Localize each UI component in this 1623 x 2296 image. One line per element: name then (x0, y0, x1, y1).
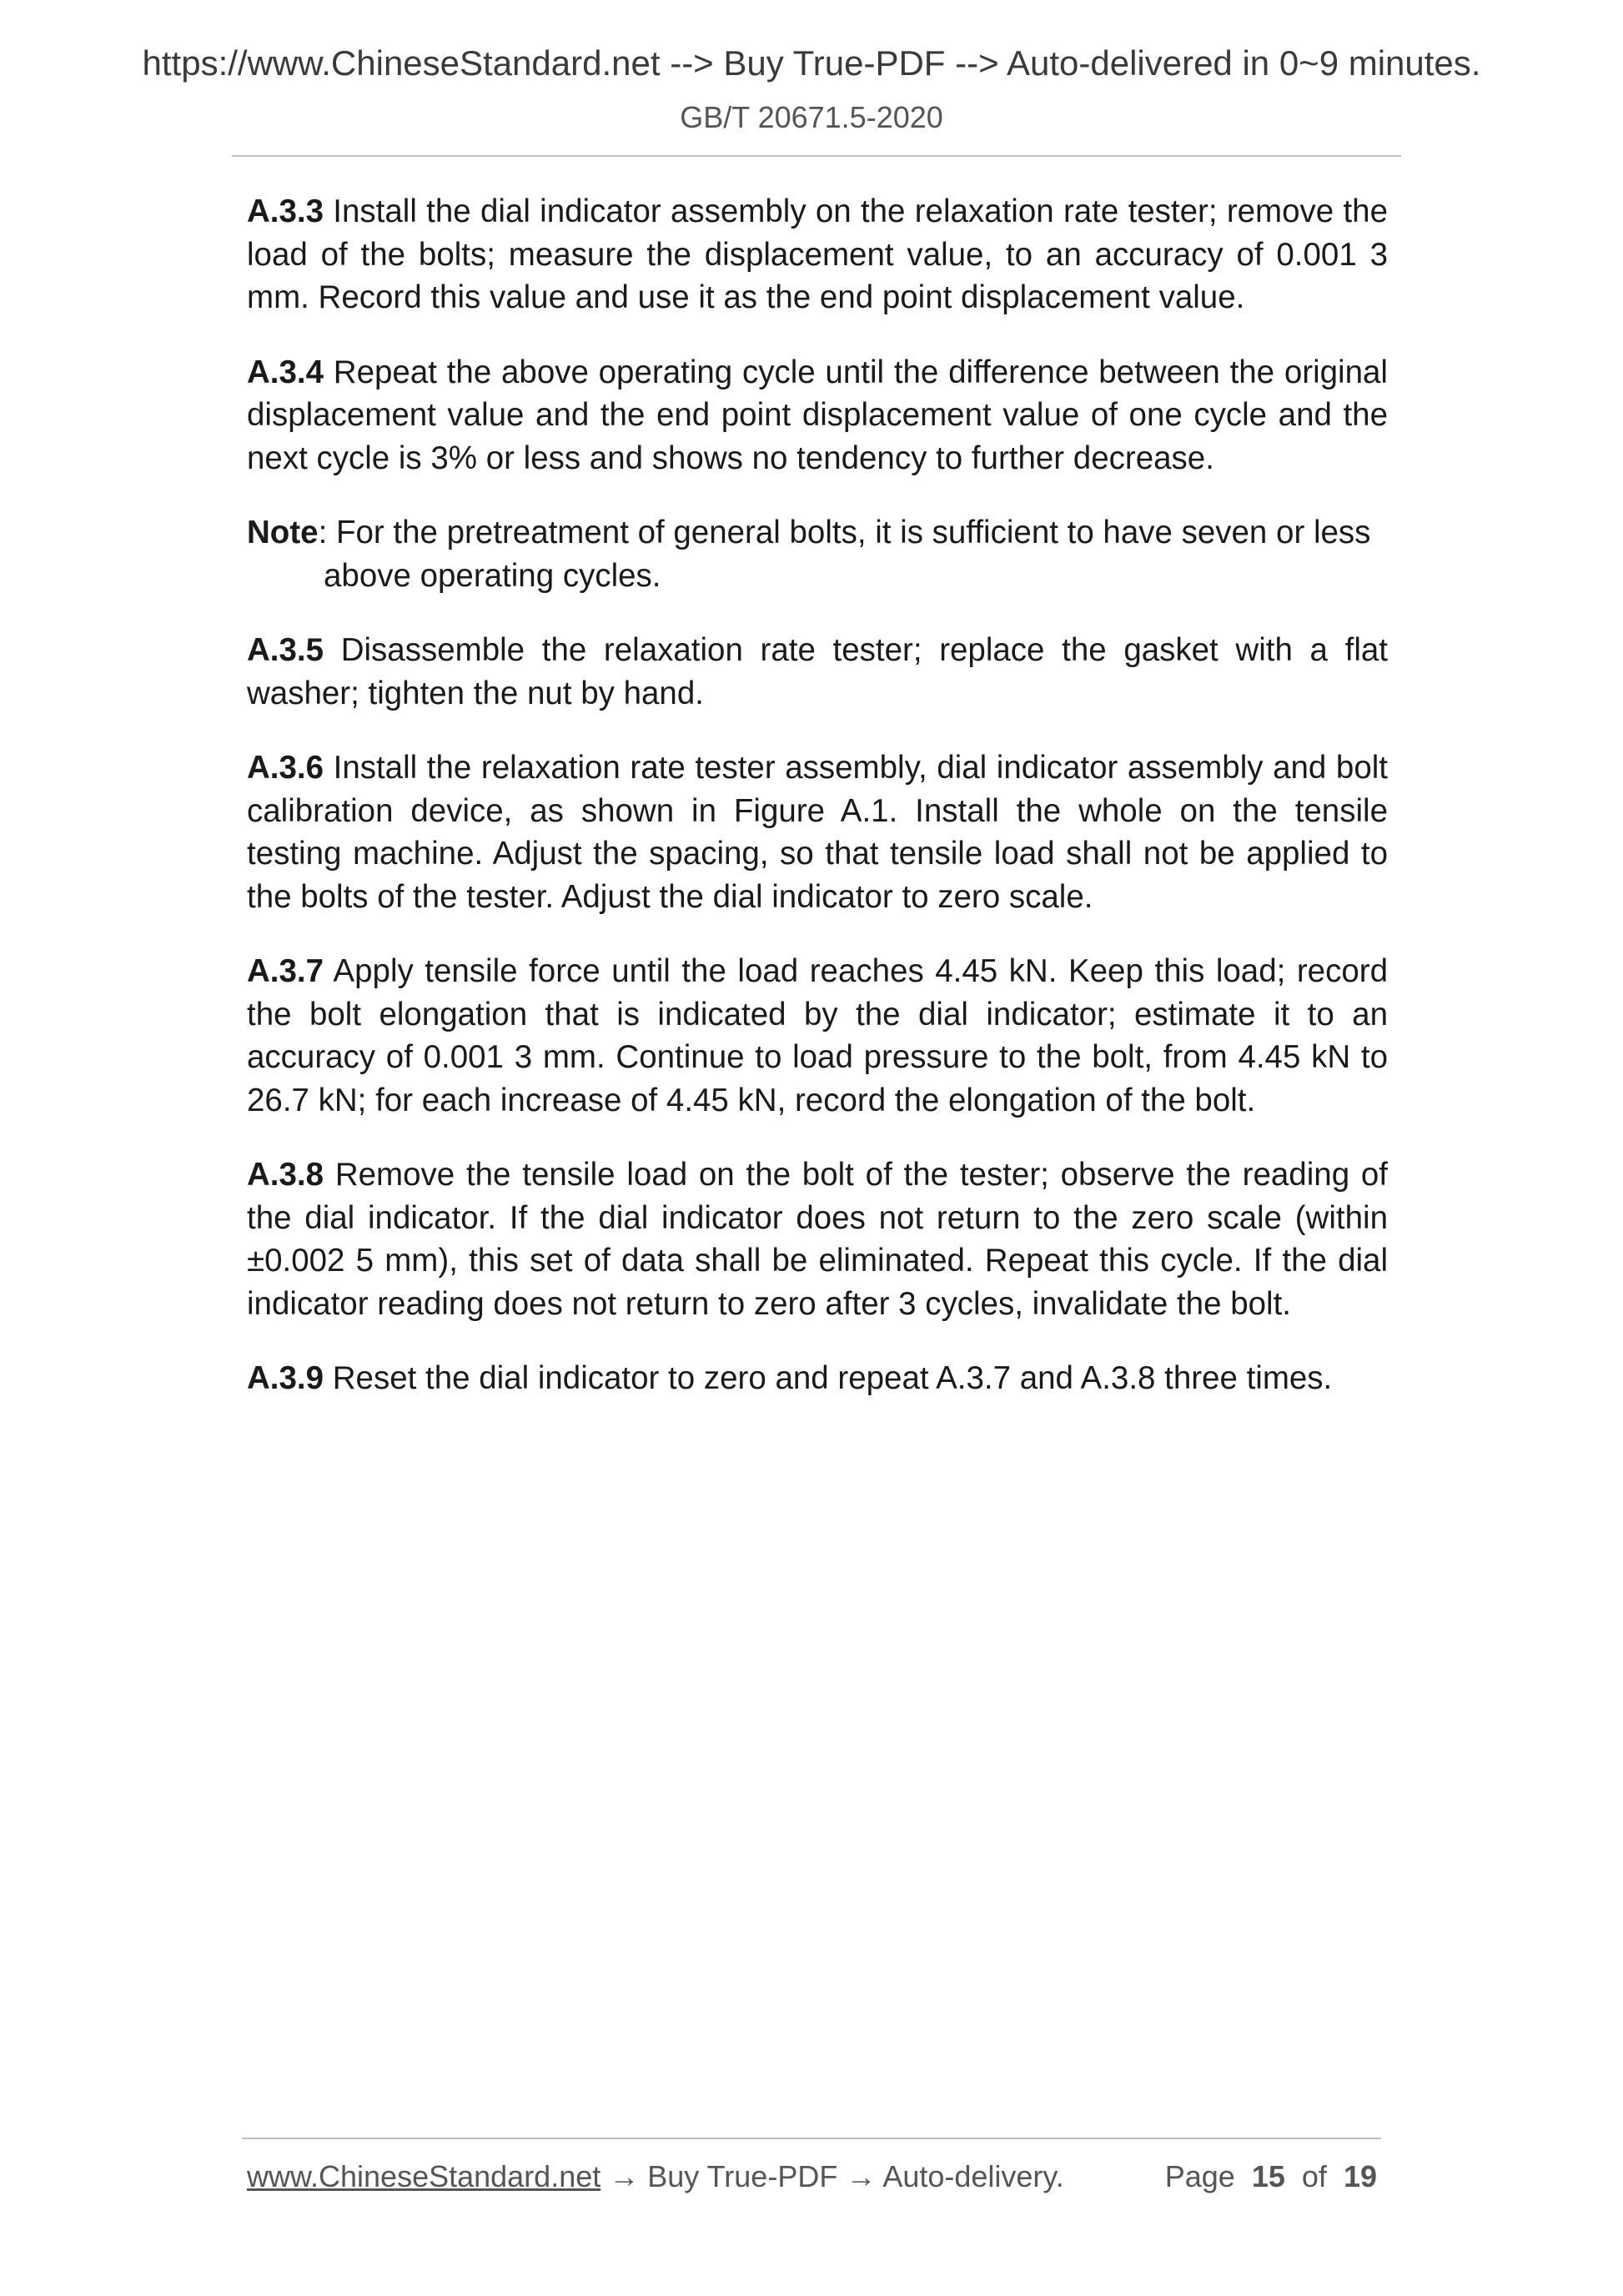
clause-a-3-5 (247, 629, 1388, 715)
clause-a-3-4 (247, 351, 1388, 480)
clause-text: Remove the tensile load on the bolt of the tester; observe the reading of the dial indicator. If the dial indicator does not return to the zero scale (within ±0.002 5 mm), this set of data shall be eliminated. Repeat this cycle. If the dial indicator reading does not return to zero after 3 cycles, invalidate the bolt. (247, 1157, 1388, 1322)
clause-a-3-7 (247, 950, 1388, 1122)
clause-number: A.3.6 (247, 750, 324, 786)
clause-a-3-3 (247, 190, 1388, 319)
footer-divider (242, 2138, 1381, 2139)
header-divider (232, 155, 1401, 157)
page-total: 19 (1343, 2159, 1377, 2193)
footer-tagline-text: → Buy True-PDF → Auto-delivery. (600, 2159, 1064, 2193)
top-banner: https://www.ChineseStandard.net --> Buy True-PDF --> Auto-delivered in 0~9 minutes. (142, 43, 1481, 83)
clause-a-3-8 (247, 1153, 1388, 1325)
footer-tagline (247, 2159, 1064, 2194)
page-current: 15 (1251, 2159, 1285, 2193)
clause-text: Reset the dial indicator to zero and repeat A.3.7 and A.3.8 three times. (324, 1360, 1333, 1396)
document-body (247, 190, 1388, 1432)
of-word: of (1301, 2159, 1327, 2193)
note-label: Note (247, 515, 319, 550)
footer-link[interactable]: www.ChineseStandard.net (247, 2159, 601, 2193)
clause-text: Apply tensile force until the load reaches 4.45 kN. Keep this load; record the bolt elongation that is indicated by the dial indicator; estimate it to an accuracy of 0.001 3 mm. Continue to load pressure to the bolt, from 4.45 kN to 26.7 kN; for each increase of 4.45 kN, record the elongation of the bolt. (247, 953, 1388, 1118)
clause-number: A.3.3 (247, 193, 324, 229)
clause-text: Repeat the above operating cycle until the difference between the original displacement value and the end point displacement value of one cycle and the next cycle is 3% or less and shows no tendency to further decrease. (247, 354, 1388, 476)
note (247, 511, 1388, 597)
note-text: : For the pretreatment of general bolts, it is sufficient to have seven or less above operating cycles. (318, 515, 1371, 594)
page-indicator (1165, 2159, 1377, 2194)
clause-number: A.3.4 (247, 354, 324, 390)
document-code: GB/T 20671.5-2020 (680, 100, 943, 134)
clause-number: A.3.8 (247, 1157, 324, 1193)
clause-text: Install the dial indicator assembly on the relaxation rate tester; remove the load of the bolts; measure the displacement value, to an accuracy of 0.001 3 mm. Record this value and use it as the end point displacement value. (247, 193, 1388, 315)
clause-number: A.3.5 (247, 632, 324, 668)
page-word: Page (1164, 2159, 1235, 2193)
clause-number: A.3.7 (247, 953, 324, 989)
clause-a-3-9 (247, 1357, 1388, 1400)
clause-a-3-6 (247, 746, 1388, 918)
clause-text: Disassemble the relaxation rate tester; replace the gasket with a flat washer; tighten the nut by hand. (247, 632, 1388, 711)
clause-text: Install the relaxation rate tester assembly, dial indicator assembly and bolt calibration device, as shown in Figure A.1. Install the whole on the tensile testing machine. Adjust the spacing, so that tensile load shall not be applied to the bolts of the tester. Adjust the dial indicator to zero scale. (247, 750, 1388, 915)
clause-number: A.3.9 (247, 1360, 324, 1396)
